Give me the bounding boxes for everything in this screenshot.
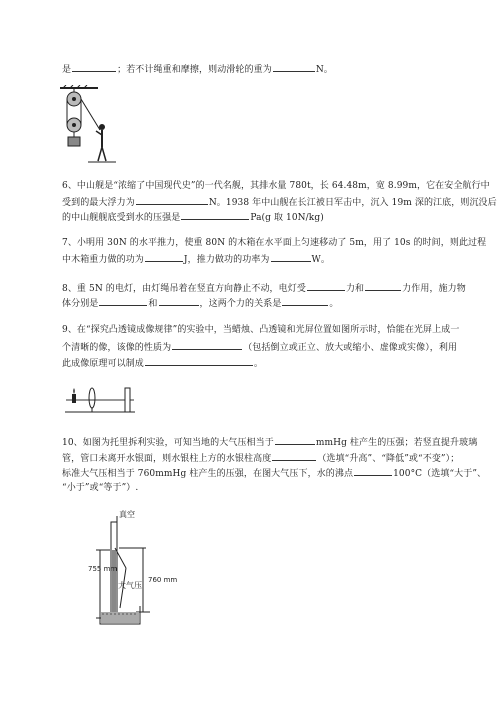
text: 中木箱重力做的功为 (62, 255, 144, 265)
text: 8、重 5N 的电灯，由灯绳吊着在竖直方向静止不动，电灯受 (62, 284, 306, 294)
q10-line-2 (62, 451, 459, 465)
text: Pa(g 取 10N/kg) (250, 213, 324, 223)
text: N。1938 年中山舰在长江被日军击中，沉入 19m 深的江底，则沉没后 (208, 198, 497, 208)
answer-blank[interactable] (145, 252, 183, 262)
q5-answer-line (62, 62, 333, 76)
text: 是 (62, 65, 72, 75)
q8-line-2 (62, 296, 339, 310)
pulley-figure (58, 85, 118, 165)
q6-line-2 (62, 195, 497, 209)
text: 10、如图为托里拆利实验，可知当地的大气压相当于 (62, 438, 274, 448)
text: 100°C（选填“大于”、 (393, 469, 487, 479)
answer-blank[interactable] (172, 340, 242, 350)
answer-blank[interactable] (365, 281, 401, 291)
text: 。 (329, 299, 339, 309)
q8-line-1 (62, 281, 466, 295)
answer-blank[interactable] (99, 296, 147, 306)
text: 受到的最大浮力为 (62, 198, 135, 208)
answer-blank[interactable] (275, 435, 315, 445)
text: ，这两个力的关系是 (199, 299, 282, 309)
text: 体分别是 (62, 299, 99, 309)
q10-line-4 (62, 482, 138, 494)
q6-line-3 (62, 210, 324, 224)
text: 和 (148, 299, 158, 309)
atmosphere-label: 大气压 (118, 581, 142, 590)
answer-blank[interactable] (307, 281, 345, 291)
vacuum-label: 真空 (119, 510, 135, 519)
q10-line-1 (62, 435, 477, 449)
text: （选填“升高”、“降低”或“不变”）； (317, 454, 460, 464)
q6-line-1 (62, 180, 490, 192)
answer-blank[interactable] (72, 62, 116, 72)
height-755-label: 755 mm (88, 565, 118, 573)
text: 管，管口未离开水银面，则水银柱上方的水银柱高度 (62, 454, 272, 464)
answer-blank[interactable] (181, 210, 249, 220)
text: J，推力做功的功率为 (183, 255, 270, 265)
text: 。 (253, 359, 264, 369)
text: 9、在“探究凸透镜成像规律”的实验中，当蜡烛、凸透镜和光屏位置如图所示时，恰能在光屏上成一 (62, 325, 460, 335)
q9-line-3 (62, 356, 263, 370)
q9-line-2 (62, 340, 457, 354)
text: “小于”或“等于”）. (62, 483, 139, 493)
text: 7、小明用 30N 的水平推力，使重 80N 的木箱在水平面上匀速移动了 5m，用了 10s 的时间，则此过程 (62, 238, 487, 248)
q10-line-3 (62, 466, 486, 480)
text: 的中山舰舰底受到水的压强是 (62, 213, 181, 223)
answer-blank[interactable] (159, 296, 199, 306)
text: 个清晰的像，该像的性质为 (62, 343, 172, 353)
torricelli-figure (88, 508, 188, 633)
answer-blank[interactable] (136, 195, 208, 205)
text: 此成像原理可以制成 (62, 359, 144, 369)
text: mmHg 柱产生的压强；若竖直提升玻璃 (315, 438, 478, 448)
height-760-label: 760 mm (148, 576, 178, 584)
text: （包括倒立或正立、放大或缩小、虚像或实像），利用 (243, 343, 458, 353)
answer-blank[interactable] (271, 252, 311, 262)
text: 力和 (345, 284, 365, 294)
text: 标准大气压相当于 760mmHg 柱产生的压强，在图大气压下，水的沸点 (62, 469, 354, 479)
text: N。 (315, 65, 333, 75)
text: 6、中山舰是“浓缩了中国现代史”的一代名舰，其排水量 780t，长 64.48m，宽 8.99m，它在安全航行中 (62, 181, 490, 191)
q7-line-2 (62, 252, 330, 266)
answer-blank[interactable] (272, 451, 316, 461)
q9-line-1 (62, 324, 459, 336)
answer-blank[interactable] (273, 62, 315, 72)
text: ；若不计绳重和摩擦，则动滑轮的重为 (117, 65, 272, 75)
lens-figure (62, 378, 138, 414)
text: W。 (311, 255, 330, 265)
text: 力作用，施力物 (402, 284, 466, 294)
answer-blank[interactable] (354, 466, 392, 476)
answer-blank[interactable] (282, 296, 328, 306)
q7-line-1 (62, 237, 486, 249)
answer-blank[interactable] (145, 356, 253, 366)
